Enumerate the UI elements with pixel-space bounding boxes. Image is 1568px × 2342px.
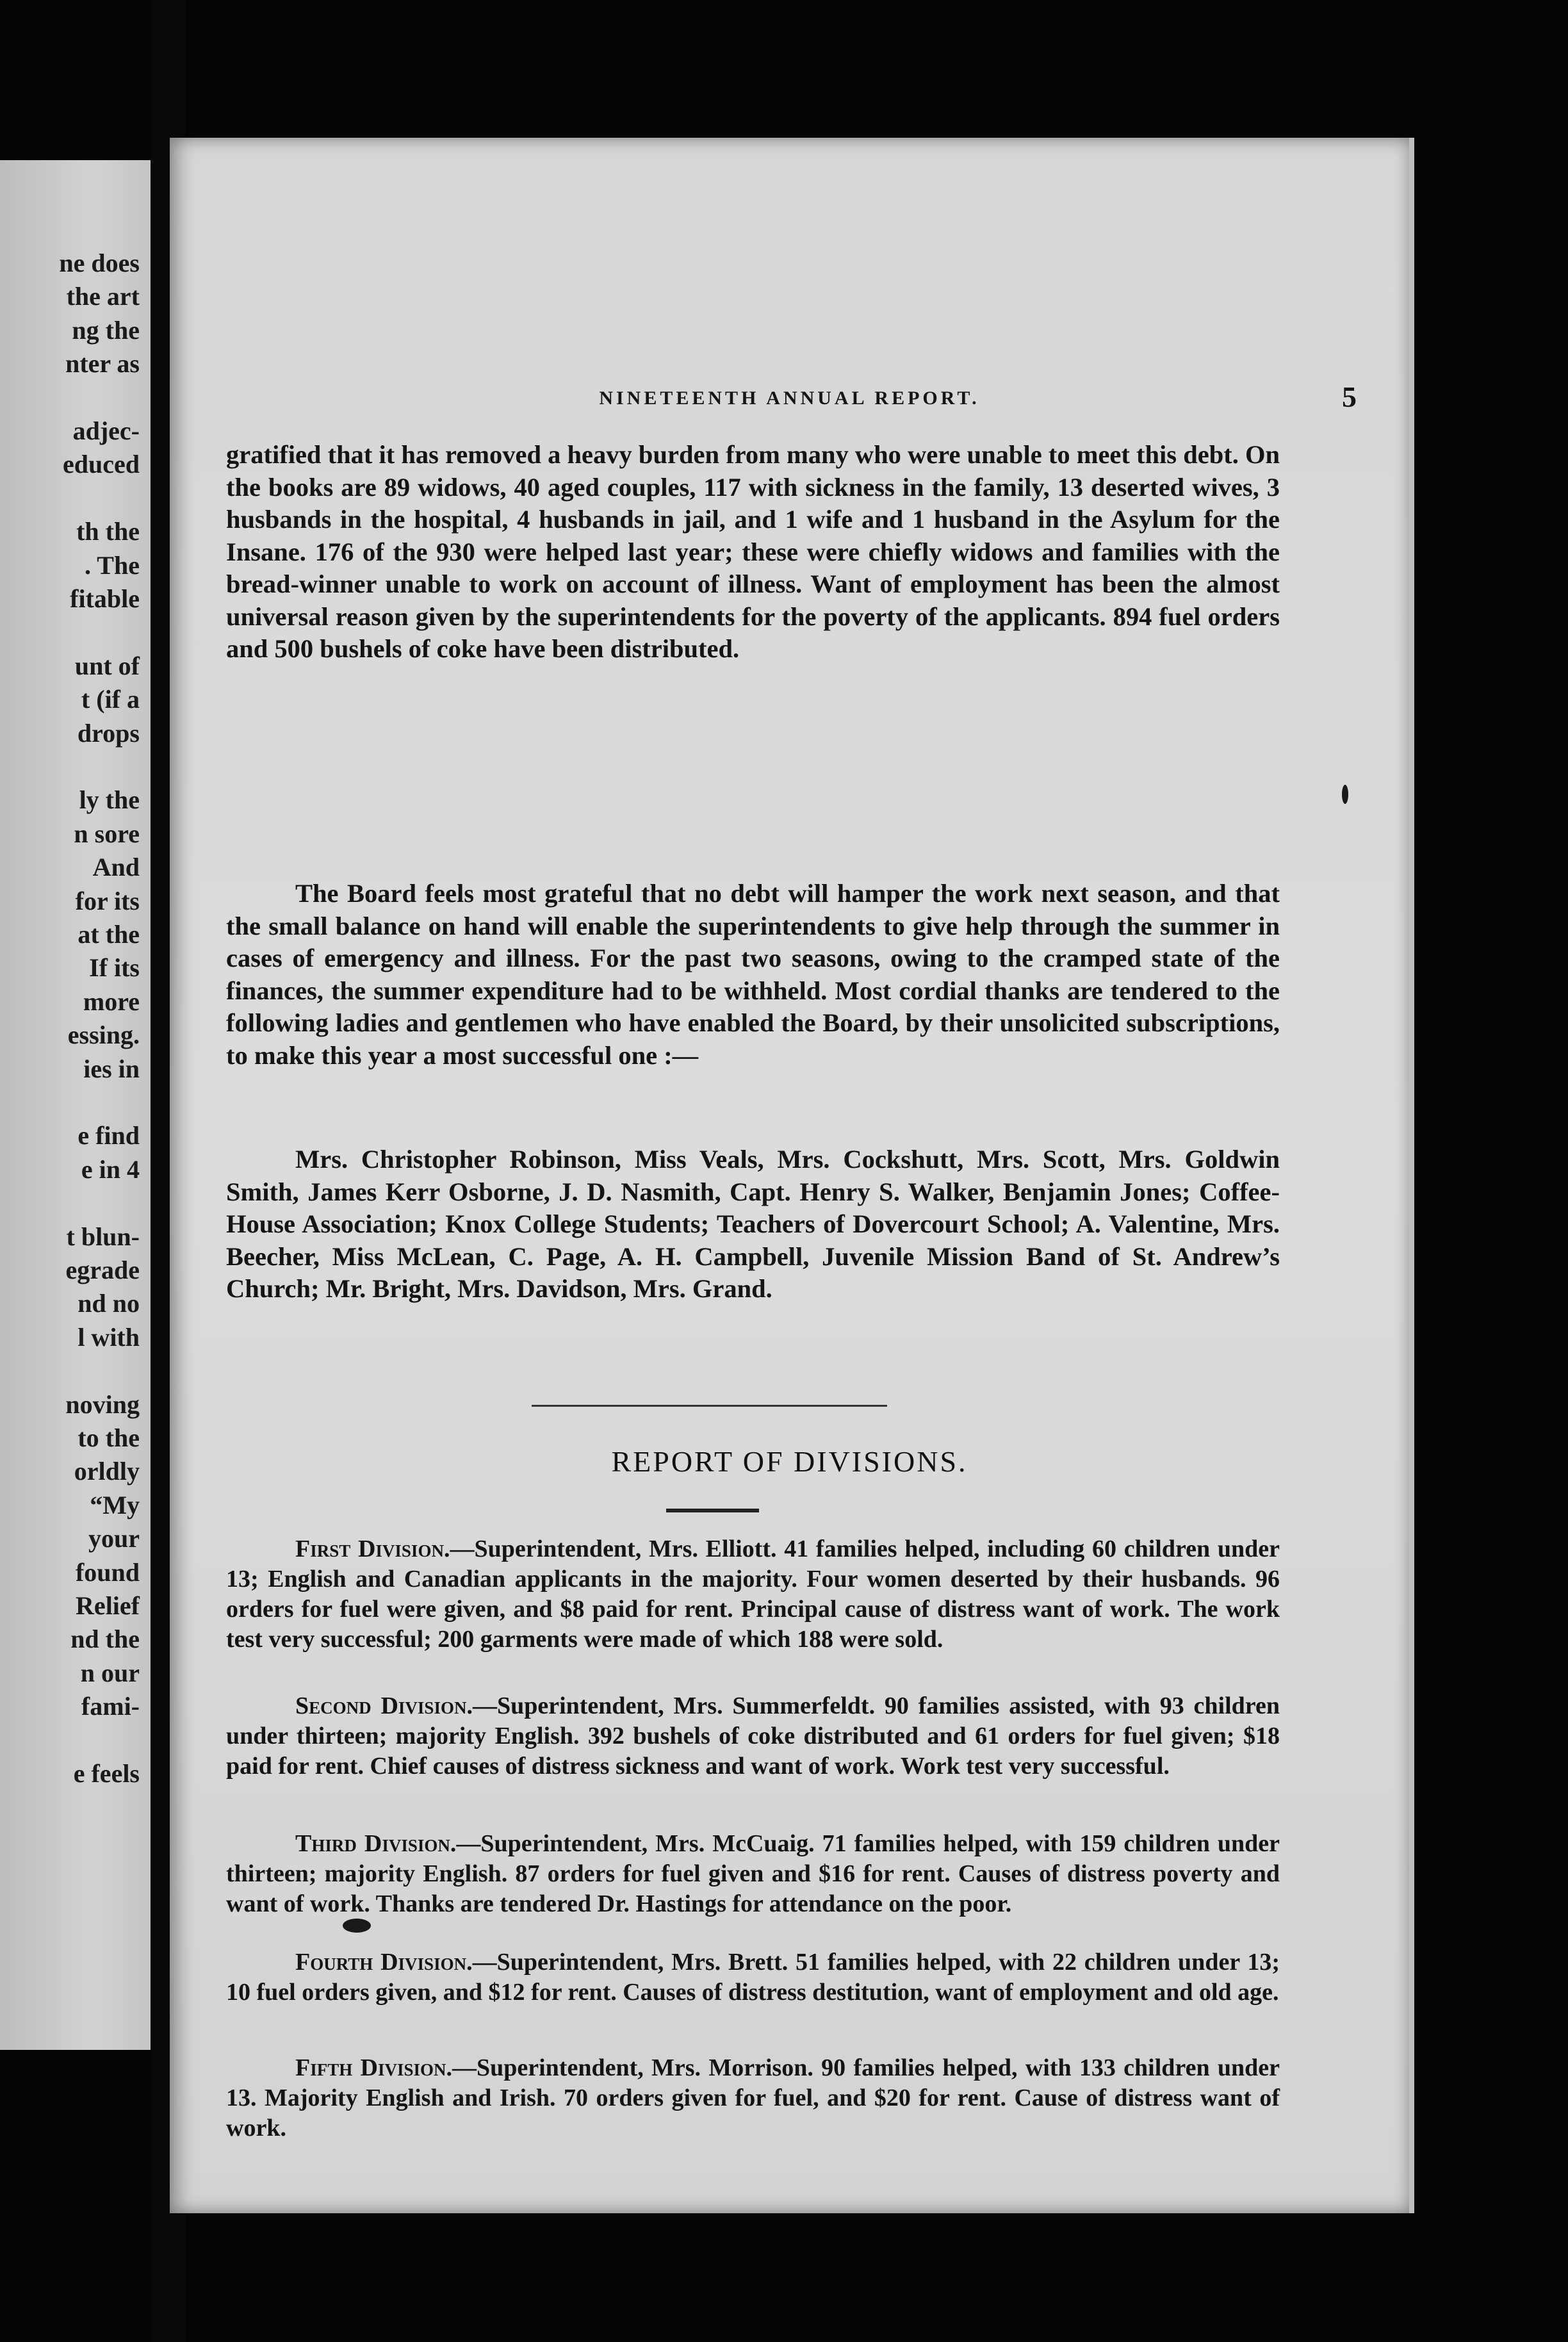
running-head: NINETEENTH ANNUAL REPORT.: [599, 388, 980, 409]
left-page-line: the art: [66, 282, 140, 311]
left-page-line: t (if a: [81, 685, 140, 714]
paragraph-debt-text: gratified that it has removed a heavy burden from many who were unable to meet this debt. On the books are 89 widows, 40 aged couples, 117 with sickness in the family, 13 deserted wives, 3 husbands in the hospital, 4 husbands in jail, and 1 wife and 1 husband in the Asylum for the Insane. 176 of the 930 were helped last year; these were chiefly widows and families with the bread-winner unable to work on account of illness. Want of employment has been the almost universal reason given by the superintendents for the poverty of the applicants. 894 fuel orders and 500 bushels of coke have been distributed.: [226, 440, 1280, 663]
left-page-line: educed: [63, 450, 140, 479]
ink-speck: [1342, 785, 1348, 804]
left-page-line: more: [83, 987, 140, 1016]
division-entry-third: [226, 1829, 1280, 1919]
left-page-line: “My: [90, 1490, 140, 1519]
left-page-line: to the: [78, 1423, 140, 1452]
division-name: Second Division.: [295, 1692, 473, 1719]
left-page-line: ies in: [83, 1054, 140, 1083]
left-page-line: e in 4: [81, 1154, 140, 1184]
left-page-line: e find: [78, 1121, 140, 1151]
left-page-line: t blun-: [66, 1222, 140, 1251]
paragraph-subscribers: [226, 1143, 1280, 1306]
division-entry-fifth: [226, 2053, 1280, 2143]
ink-blot: [343, 1919, 371, 1933]
left-page-line: e feels: [73, 1759, 140, 1788]
left-page-line: ly the: [79, 785, 140, 815]
division-name: Third Division.: [295, 1830, 457, 1857]
left-page-line: nd no: [78, 1289, 140, 1318]
left-page-line: th the: [76, 517, 140, 546]
left-page-line: unt of: [74, 651, 140, 680]
left-page-line: n our: [80, 1658, 140, 1687]
left-page-line: And: [92, 853, 140, 882]
paragraph-thanks-text: The Board feels most grateful that no debt will hamper the work next season, and that the small balance on hand will enable the superintendents to give help through the summer in cases of emergency and illness. For the past two seasons, owing to the cramped state of the finances, the summer expenditure had to be withheld. Most cordial thanks are tendered to the following ladies and gentlemen who have enabled the Board, by their unsolicited subscriptions, to make this year a most successful one :—: [226, 879, 1280, 1070]
division-text: —Superintendent, Mrs. Summerfeldt. 90 families assisted, with 93 children under thirteen; majority English. 392 bushels of coke distributed and 61 orders for fuel given; $18 paid for rent. Chief causes of distress sickness and want of work. Work test very successful.: [226, 1692, 1280, 1780]
division-text: —Superintendent, Mrs. Morrison. 90 families helped, with 133 children under 13. Majority English and Irish. 70 orders given for fuel, and $20 for rent. Cause of distress want of work.: [226, 2054, 1280, 2141]
left-page-line: for its: [75, 886, 140, 915]
division-text: —Superintendent, Mrs. Elliott. 41 families helped, including 60 children under 13; English and Canadian applicants in the majority. Four women deserted by their husbands. 96 orders for fuel were given, and $8 paid for rent. Principal cause of distress want of work. The work test very successful; 200 garments were made of which 188 were sold.: [226, 1535, 1280, 1653]
left-page-line: found: [75, 1557, 140, 1587]
left-page-line: ng the: [72, 315, 140, 345]
left-page-line: fitable: [70, 584, 140, 613]
left-page-line: your: [88, 1524, 140, 1553]
division-name: First Division.: [295, 1535, 450, 1562]
left-page-line: ne does: [59, 249, 140, 277]
main-page: [170, 138, 1414, 2213]
left-page-line: nter as: [65, 349, 140, 379]
left-page-line: fami-: [81, 1692, 140, 1721]
left-page-line: orldly: [74, 1457, 140, 1486]
division-entry-fourth: [226, 1947, 1280, 2008]
section-title: REPORT OF DIVISIONS.: [611, 1445, 968, 1478]
left-page-line: Relief: [76, 1591, 140, 1620]
paragraph-debt: [226, 439, 1280, 666]
division-name: Fourth Division.: [295, 1949, 473, 1976]
left-page-line: essing.: [67, 1020, 140, 1050]
left-page-line: nd the: [70, 1625, 140, 1654]
section-divider-rule: [532, 1405, 887, 1407]
paragraph-thanks: [226, 878, 1280, 1072]
left-page-line: drops: [77, 718, 140, 748]
division-name: Fifth Division.: [295, 2054, 452, 2081]
left-page-line: . The: [85, 550, 140, 580]
left-page-line: adjec-: [72, 416, 140, 445]
left-page-line: If its: [89, 953, 140, 983]
title-underline-rule: [666, 1509, 759, 1512]
left-page-line: l with: [78, 1322, 140, 1352]
page-number: 5: [1342, 381, 1357, 413]
left-page-line: noving: [65, 1389, 140, 1419]
left-page-fragment: [0, 160, 154, 2050]
division-entry-second: [226, 1691, 1280, 1781]
division-text: —Superintendent, Mrs. Brett. 51 families helped, with 22 children under 13; 10 fuel orders given, and $12 for rent. Causes of distress destitution, want of employment and old age.: [226, 1949, 1280, 2006]
division-text: —Superintendent, Mrs. McCuaig. 71 families helped, with 159 children under thirteen; majority English. 87 orders for fuel given and $16 for rent. Causes of distress poverty and want of work. Thanks are tendered Dr. Hastings for attendance on the poor.: [226, 1830, 1280, 1917]
left-page-line: egrade: [65, 1256, 140, 1284]
paragraph-subscribers-text: Mrs. Christopher Robinson, Miss Veals, Mrs. Cockshutt, Mrs. Scott, Mrs. Goldwin Smith, James Kerr Osborne, J. D. Nasmith, Capt. Henry S. Walker, Benjamin Jones; Coffee-House Association; Knox College Students; Teachers of Dovercourt School; A. Valentine, Mrs. Beecher, Miss McLean, C. Page, A. H. Campbell, Juvenile Mission Band of St. Andrew’s Church; Mr. Bright, Mrs. Davidson, Mrs. Grand.: [226, 1145, 1280, 1303]
left-page-line: n sore: [74, 819, 140, 848]
left-page-line: at the: [78, 920, 140, 949]
division-entry-first: [226, 1534, 1280, 1655]
